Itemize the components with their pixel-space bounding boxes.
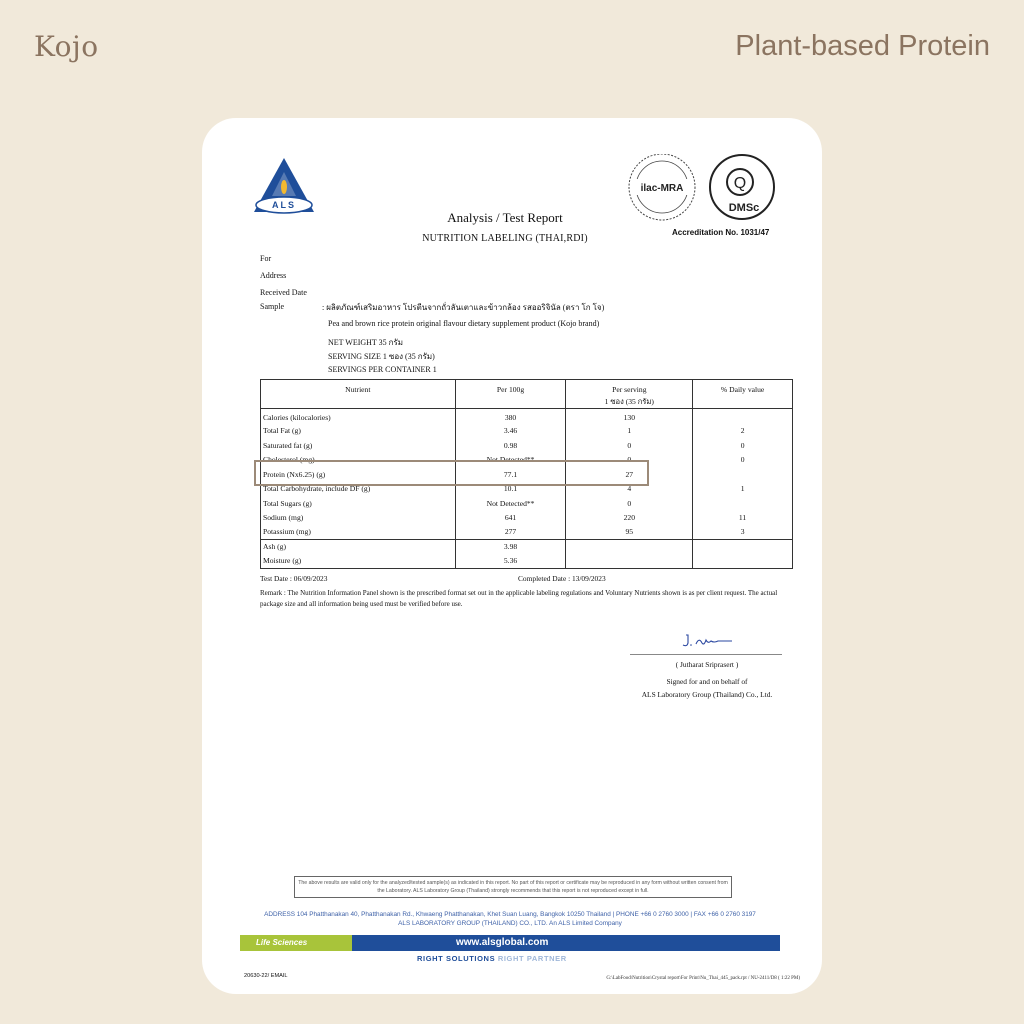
sample-thai-name: : ผลิตภัณฑ์เสริมอาหาร โปรตีนจากถั่วลันเตาและข้าวกล้อง รสออริจินัล (ตรา โก โจ)	[322, 303, 605, 312]
cell-per100: Not Detected**	[455, 496, 566, 511]
cell-serving	[566, 554, 693, 569]
cell-nutrient: Potassium (mg)	[261, 525, 456, 540]
cell-nutrient: Protein (Nx6.25) (g)	[261, 467, 456, 482]
signer-company: ALS Laboratory Group (Thailand) Co., Ltd.	[641, 690, 773, 699]
cell-nutrient: Sodium (mg)	[261, 510, 456, 525]
cell-nutrient: Total Carbohydrate, include DF (g)	[261, 481, 456, 496]
table-row	[261, 525, 793, 540]
cell-per100: 277	[455, 525, 566, 540]
remark-text: Remark : The Nutrition Information Panel shown is the prescribed format set out in the applicable labeling regulations and Voluntary Nutrients shown is as per client request. The actual package size and all information being used must be verified before use.	[260, 589, 778, 608]
cell-dv	[693, 496, 793, 511]
cell-serving: 0	[566, 438, 693, 453]
cell-nutrient: Total Fat (g)	[261, 423, 456, 438]
header-per-serving-sub: 1 ซอง (35 กรัม)	[604, 397, 654, 407]
cell-dv: 11	[693, 510, 793, 525]
cell-dv	[693, 539, 793, 554]
cell-serving: 0	[566, 496, 693, 511]
website-link[interactable]: www.alsglobal.com	[350, 935, 780, 951]
cell-per100: 641	[455, 510, 566, 525]
tagline-part-b: RIGHT PARTNER	[497, 954, 567, 963]
als-logo	[252, 156, 316, 216]
table-row	[261, 554, 793, 569]
header-per-100g: Per 100g	[455, 380, 566, 409]
field-received-date: Received Date	[260, 288, 307, 297]
signature-image	[678, 632, 734, 650]
cell-per100: 5.36	[455, 554, 566, 569]
cell-dv: 3	[693, 525, 793, 540]
cell-nutrient: Total Sugars (g)	[261, 496, 456, 511]
net-weight: NET WEIGHT 35 กรัม	[328, 338, 404, 347]
cell-per100: Not Detected**	[455, 452, 566, 467]
cell-per100: 3.46	[455, 423, 566, 438]
lab-address: ADDRESS 104 Phatthanakan 40, Phatthanakan Rd., Khwaeng Phatthanakan, Khet Suan Luang, Bangkok 10250 Thailand | PHONE +66 0 2760 3000 | FAX +66 0 2760 3197	[264, 911, 756, 918]
table-row	[261, 438, 793, 453]
header-per-serving-label: Per serving	[612, 385, 647, 394]
signed-on-behalf: Signed for and on behalf of	[666, 677, 748, 686]
field-for: For	[260, 254, 272, 263]
report-subtitle: NUTRITION LABELING (THAI,RDI)	[422, 233, 588, 244]
table-row	[261, 409, 793, 424]
field-sample: Sample	[260, 302, 284, 311]
cell-serving: 95	[566, 525, 693, 540]
cell-serving: 1	[566, 423, 693, 438]
header-daily-value: % Daily value	[693, 380, 793, 409]
serving-size: SERVING SIZE 1 ซอง (35 กรัม)	[328, 352, 435, 361]
cell-nutrient: Calories (kilocalories)	[261, 409, 456, 424]
cell-nutrient: Ash (g)	[261, 539, 456, 554]
file-path: G:\LabFood\Nutrition\Crystal report\For Print\Nu_Thai_445_pack.rpt / NU-2411/D8 ( 1:22 PM)	[606, 976, 800, 981]
header-nutrient: Nutrient	[261, 380, 456, 409]
cell-dv: 0	[693, 438, 793, 453]
cell-dv	[693, 467, 793, 482]
cell-serving: 130	[566, 409, 693, 424]
signature-line	[630, 654, 782, 655]
table-row	[261, 423, 793, 438]
cell-serving: 0	[566, 452, 693, 467]
report-title: Analysis / Test Report	[447, 210, 563, 225]
dmsc-logo-q: Q	[733, 175, 747, 192]
ilac-logo-text: ilac-MRA	[640, 183, 684, 194]
lab-company-line: ALS LABORATORY GROUP (THAILAND) CO., LTD. An ALS Limited Company	[398, 920, 622, 927]
cell-per100: 3.98	[455, 539, 566, 554]
protein-highlight-box	[254, 460, 649, 486]
accreditation-number: Accreditation No. 1031/47	[672, 228, 770, 237]
cell-serving: 27	[566, 467, 693, 482]
disclaimer-box: The above results are valid only for the analyzed/tested sample(s) as indicated in this report. No part of this report or certificate may be reproduced in any form without written consent from the Laboratory. ALS Laboratory Group (Thailand) strongly recommends that this report is not reproduced except in full.	[294, 876, 732, 898]
cell-serving	[566, 539, 693, 554]
cell-per100: 380	[455, 409, 566, 424]
cell-nutrient: Saturated fat (g)	[261, 438, 456, 453]
servings-per-container: SERVINGS PER CONTAINER 1	[328, 365, 437, 374]
cell-serving: 4	[566, 481, 693, 496]
cell-dv: 1	[693, 481, 793, 496]
cell-dv	[693, 554, 793, 569]
brand-logo: Kojo	[34, 30, 99, 63]
test-date: Test Date : 06/09/2023	[260, 574, 328, 583]
footer-banner	[240, 935, 780, 951]
completed-date: Completed Date : 13/09/2023	[518, 574, 606, 583]
als-logo-text: ALS	[272, 200, 296, 210]
table-row	[261, 496, 793, 511]
table-row	[261, 510, 793, 525]
cell-dv	[693, 409, 793, 424]
sample-english-name: Pea and brown rice protein original flavour dietary supplement product (Kojo brand)	[328, 319, 600, 328]
cell-dv: 0	[693, 452, 793, 467]
table-row	[261, 539, 793, 554]
cell-serving: 220	[566, 510, 693, 525]
header-per-serving	[566, 380, 693, 409]
life-sciences-label: Life Sciences	[240, 935, 352, 951]
dmsc-logo-text: DMSc	[728, 202, 760, 214]
cell-per100: 0.98	[455, 438, 566, 453]
table-header-row	[261, 380, 793, 409]
cell-nutrient: Moisture (g)	[261, 554, 456, 569]
field-address: Address	[260, 271, 287, 280]
document-code: 20630-22/ EMAIL	[244, 973, 288, 979]
report-card	[202, 118, 822, 994]
signer-name: ( Jutharat Sriprasert )	[675, 660, 739, 669]
cell-per100: 77.1	[455, 467, 566, 482]
page-headline: Plant-based Protein	[735, 30, 990, 62]
cell-dv: 2	[693, 423, 793, 438]
cell-nutrient: Cholesterol (mg)	[261, 452, 456, 467]
cell-per100: 10.1	[455, 481, 566, 496]
tagline-part-a: RIGHT SOLUTIONS	[417, 954, 496, 963]
footer-tagline	[417, 954, 567, 963]
